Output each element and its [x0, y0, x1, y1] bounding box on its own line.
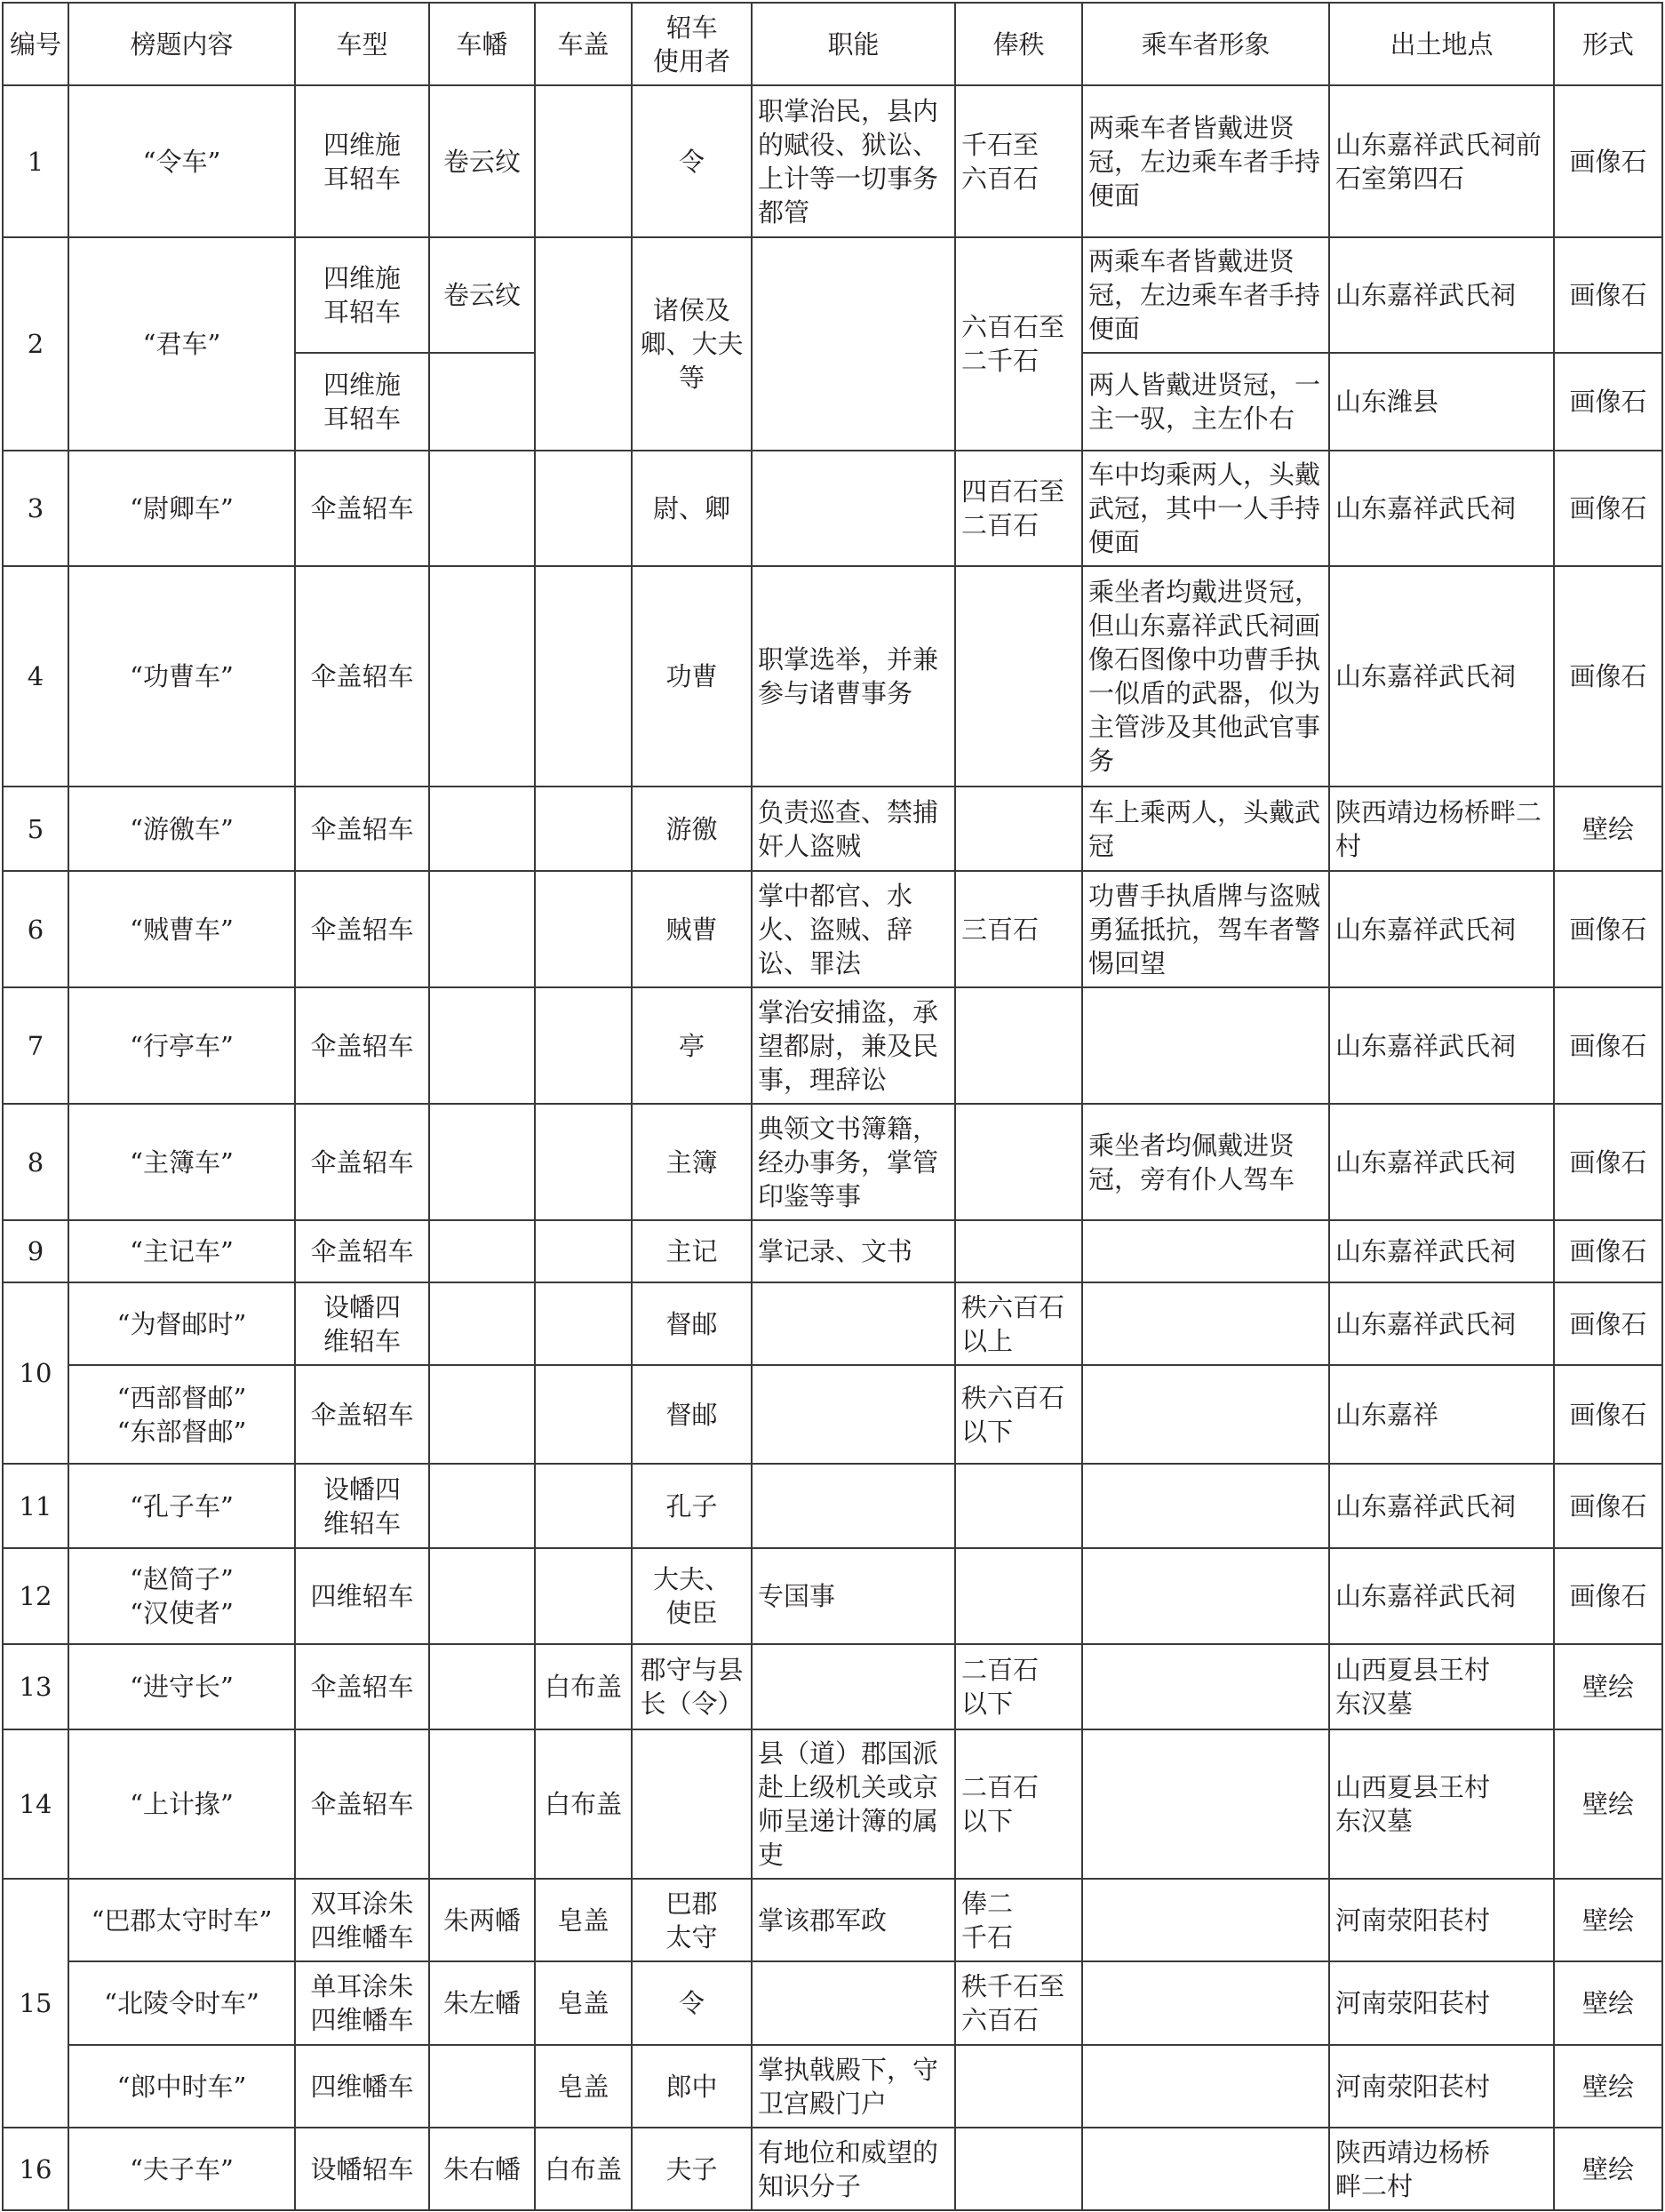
cell-salary [955, 2045, 1082, 2128]
cell-duty [752, 237, 955, 451]
cell-cover: 皂盖 [535, 1961, 632, 2045]
cell-banner [429, 871, 535, 987]
cell-no: 12 [3, 1548, 68, 1644]
cell-title: “上计掾” [68, 1729, 295, 1879]
cell-form: 画像石 [1554, 451, 1662, 566]
cell-cover [535, 871, 632, 987]
cell-duty [752, 1282, 955, 1365]
cell-type: 伞盖轺车 [295, 871, 429, 987]
cell-duty [752, 1961, 955, 2045]
cell-cover [535, 85, 632, 237]
cell-banner [429, 1104, 535, 1220]
cell-image [1082, 1548, 1329, 1644]
header-cell-duty: 职能 [752, 3, 955, 85]
table-container [2, 2, 1661, 2211]
cell-banner: 卷云纹 [429, 85, 535, 237]
cell-cover: 皂盖 [535, 1879, 632, 1961]
cell-cover [535, 1365, 632, 1464]
cell-duty: 掌记录、文书 [752, 1220, 955, 1282]
cell-image [1082, 1220, 1329, 1282]
cell-type: 伞盖轺车 [295, 787, 429, 871]
cell-no: 2 [3, 237, 68, 451]
cell-image: 两乘车者皆戴进贤冠，左边乘车者手持便面 [1082, 85, 1329, 237]
cell-site: 河南荥阳苌村 [1329, 2045, 1554, 2128]
cell-user: 夫子 [632, 2128, 752, 2210]
cell-salary [955, 2128, 1082, 2210]
cell-duty [752, 1464, 955, 1548]
cell-image: 车中均乘两人，头戴武冠，其中一人手持便面 [1082, 451, 1329, 566]
cell-form: 画像石 [1554, 1282, 1662, 1365]
cell-image [1082, 1879, 1329, 1961]
cell-form: 画像石 [1554, 1464, 1662, 1548]
cell-type: 设幡四 维轺车 [295, 1282, 429, 1365]
cell-image [1082, 2045, 1329, 2128]
cell-title: “尉卿车” [68, 451, 295, 566]
cell-type: 伞盖轺车 [295, 987, 429, 1104]
cell-user: 诸侯及卿、大夫等 [632, 237, 752, 451]
cell-type: 四维施 耳轺车 [295, 237, 429, 353]
cell-banner [429, 987, 535, 1104]
cell-cover [535, 1220, 632, 1282]
cell-banner [429, 1464, 535, 1548]
cell-type: 四维幡车 [295, 2045, 429, 2128]
cell-duty [752, 1365, 955, 1464]
cell-type: 伞盖轺车 [295, 1220, 429, 1282]
cell-site: 山东嘉祥武氏祠 [1329, 1548, 1554, 1644]
cell-title: “北陵令时车” [68, 1961, 295, 2045]
table-row [3, 1879, 1662, 1961]
cell-site: 山东嘉祥武氏祠 [1329, 1220, 1554, 1282]
cell-salary: 二百石 以下 [955, 1644, 1082, 1729]
cell-form: 画像石 [1554, 566, 1662, 787]
cell-type: 四维轺车 [295, 1548, 429, 1644]
cell-site: 河南荥阳苌村 [1329, 1879, 1554, 1961]
carriage-table [2, 2, 1663, 2211]
cell-type: 伞盖轺车 [295, 1365, 429, 1464]
cell-banner: 卷云纹 [429, 237, 535, 353]
cell-user: 主簿 [632, 1104, 752, 1220]
cell-banner: 朱右幡 [429, 2128, 535, 2210]
cell-no: 1 [3, 85, 68, 237]
cell-form: 画像石 [1554, 871, 1662, 987]
cell-image: 车上乘两人，头戴武冠 [1082, 787, 1329, 871]
cell-type: 四维施 耳轺车 [295, 353, 429, 451]
table-row [3, 787, 1662, 871]
cell-form: 壁绘 [1554, 1961, 1662, 2045]
cell-cover: 白布盖 [535, 1644, 632, 1729]
cell-banner [429, 1220, 535, 1282]
cell-site: 山东嘉祥武氏祠 [1329, 451, 1554, 566]
cell-user: 尉、卿 [632, 451, 752, 566]
cell-site: 河南荥阳苌村 [1329, 1961, 1554, 2045]
cell-duty [752, 451, 955, 566]
cell-form: 画像石 [1554, 987, 1662, 1104]
cell-salary [955, 1464, 1082, 1548]
cell-salary: 三百石 [955, 871, 1082, 987]
cell-user: 郎中 [632, 2045, 752, 2128]
header-row [3, 3, 1662, 85]
header-cell-salary: 俸秩 [955, 3, 1082, 85]
cell-user: 令 [632, 1961, 752, 2045]
cell-duty: 负责巡查、禁捕奸人盗贼 [752, 787, 955, 871]
cell-title: “主簿车” [68, 1104, 295, 1220]
cell-user: 游徼 [632, 787, 752, 871]
cell-cover [535, 1548, 632, 1644]
cell-image: 功曹手执盾牌与盗贼勇猛抵抗，驾车者警惕回望 [1082, 871, 1329, 987]
cell-image: 乘坐者均戴进贤冠，但山东嘉祥武氏祠画像石图像中功曹手执一似盾的武器，似为主管涉及其他武官事务 [1082, 566, 1329, 787]
cell-type: 伞盖轺车 [295, 1644, 429, 1729]
cell-salary: 二百石 以下 [955, 1729, 1082, 1879]
cell-banner [429, 1548, 535, 1644]
cell-type: 单耳涂朱 四维幡车 [295, 1961, 429, 2045]
header-cell-type: 车型 [295, 3, 429, 85]
cell-no: 6 [3, 871, 68, 987]
cell-salary: 六百石至 二千石 [955, 237, 1082, 451]
cell-salary: 千石至 六百石 [955, 85, 1082, 237]
cell-image [1082, 1282, 1329, 1365]
cell-user: 郡守与县长（令） [632, 1644, 752, 1729]
cell-no: 14 [3, 1729, 68, 1879]
cell-form: 画像石 [1554, 1365, 1662, 1464]
cell-title: “为督邮时” [68, 1282, 295, 1365]
cell-image [1082, 1365, 1329, 1464]
cell-title: “主记车” [68, 1220, 295, 1282]
cell-salary [955, 1104, 1082, 1220]
cell-image [1082, 2128, 1329, 2210]
cell-site: 山东潍县 [1329, 353, 1554, 451]
cell-image [1082, 1961, 1329, 2045]
cell-duty: 掌执戟殿下，守卫宫殿门户 [752, 2045, 955, 2128]
cell-no: 7 [3, 987, 68, 1104]
cell-title: “游徼车” [68, 787, 295, 871]
cell-user: 令 [632, 85, 752, 237]
cell-no: 9 [3, 1220, 68, 1282]
table-row [3, 1548, 1662, 1644]
cell-cover [535, 1464, 632, 1548]
cell-duty: 掌中都官、水火、盗贼、辞讼、罪法 [752, 871, 955, 987]
table-row [3, 1961, 1662, 2045]
cell-form: 壁绘 [1554, 787, 1662, 871]
table-row [3, 871, 1662, 987]
cell-no: 5 [3, 787, 68, 871]
cell-title: “郎中时车” [68, 2045, 295, 2128]
table-row [3, 1729, 1662, 1879]
cell-duty: 职掌治民，县内的赋役、狱讼、上计等一切事务都管 [752, 85, 955, 237]
header-cell-user: 轺车 使用者 [632, 3, 752, 85]
cell-site: 山西夏县王村 东汉墓 [1329, 1729, 1554, 1879]
cell-user [632, 1729, 752, 1879]
table-row [3, 1464, 1662, 1548]
cell-form: 画像石 [1554, 1548, 1662, 1644]
cell-form: 画像石 [1554, 237, 1662, 353]
cell-no: 8 [3, 1104, 68, 1220]
cell-site: 山东嘉祥武氏祠 [1329, 237, 1554, 353]
cell-no: 10 [3, 1282, 68, 1464]
cell-banner [429, 2045, 535, 2128]
cell-duty: 县（道）郡国派赴上级机关或京师呈递计簿的属吏 [752, 1729, 955, 1879]
header-cell-cover: 车盖 [535, 3, 632, 85]
cell-banner [429, 1282, 535, 1365]
cell-type: 设幡四 维轺车 [295, 1464, 429, 1548]
cell-duty: 掌治安捕盗，承望都尉，兼及民事，理辞讼 [752, 987, 955, 1104]
cell-title: “令车” [68, 85, 295, 237]
cell-title: “君车” [68, 237, 295, 451]
cell-site: 山东嘉祥武氏祠 [1329, 566, 1554, 787]
cell-image [1082, 1644, 1329, 1729]
cell-no: 13 [3, 1644, 68, 1729]
cell-user: 主记 [632, 1220, 752, 1282]
cell-banner [429, 1644, 535, 1729]
cell-salary: 秩六百石 以下 [955, 1365, 1082, 1464]
table-row [3, 1220, 1662, 1282]
cell-site: 陕西靖边杨桥畔二村 [1329, 787, 1554, 871]
cell-site: 山东嘉祥武氏祠 [1329, 1282, 1554, 1365]
table-row [3, 1644, 1662, 1729]
cell-banner [429, 787, 535, 871]
table-row [3, 85, 1662, 237]
table-row [3, 566, 1662, 787]
cell-form: 壁绘 [1554, 1729, 1662, 1879]
cell-duty [752, 1644, 955, 1729]
cell-type: 伞盖轺车 [295, 451, 429, 566]
cell-salary: 俸二 千石 [955, 1879, 1082, 1961]
cell-title: “孔子车” [68, 1464, 295, 1548]
cell-form: 壁绘 [1554, 2128, 1662, 2210]
cell-no: 11 [3, 1464, 68, 1548]
cell-user: 亭 [632, 987, 752, 1104]
cell-form: 壁绘 [1554, 2045, 1662, 2128]
cell-cover: 白布盖 [535, 2128, 632, 2210]
cell-user: 功曹 [632, 566, 752, 787]
cell-title: “贼曹车” [68, 871, 295, 987]
table-row [3, 2128, 1662, 2210]
cell-salary: 秩六百石 以上 [955, 1282, 1082, 1365]
table-row [3, 2045, 1662, 2128]
cell-banner [429, 566, 535, 787]
cell-type: 伞盖轺车 [295, 1729, 429, 1879]
cell-type: 四维施 耳轺车 [295, 85, 429, 237]
table-row [3, 987, 1662, 1104]
cell-title: “功曹车” [68, 566, 295, 787]
table-row [3, 1365, 1662, 1464]
cell-salary [955, 787, 1082, 871]
cell-no: 15 [3, 1879, 68, 2128]
cell-site: 山东嘉祥武氏祠 [1329, 1104, 1554, 1220]
cell-user: 孔子 [632, 1464, 752, 1548]
cell-user: 贼曹 [632, 871, 752, 987]
cell-duty: 职掌选举，并兼参与诸曹事务 [752, 566, 955, 787]
cell-cover [535, 1104, 632, 1220]
header-cell-site: 出土地点 [1329, 3, 1554, 85]
cell-banner [429, 1729, 535, 1879]
cell-site: 山东嘉祥武氏祠 [1329, 871, 1554, 987]
table-row [3, 451, 1662, 566]
cell-no: 4 [3, 566, 68, 787]
cell-salary [955, 566, 1082, 787]
cell-banner [429, 451, 535, 566]
cell-image [1082, 987, 1329, 1104]
cell-form: 壁绘 [1554, 1879, 1662, 1961]
cell-type: 设幡轺车 [295, 2128, 429, 2210]
cell-cover [535, 987, 632, 1104]
cell-title: “行亭车” [68, 987, 295, 1104]
cell-image: 乘坐者均佩戴进贤冠，旁有仆人驾车 [1082, 1104, 1329, 1220]
cell-user: 大夫、 使臣 [632, 1548, 752, 1644]
cell-site: 山西夏县王村 东汉墓 [1329, 1644, 1554, 1729]
cell-image [1082, 1464, 1329, 1548]
cell-banner [429, 1365, 535, 1464]
cell-salary: 四百石至 二百石 [955, 451, 1082, 566]
cell-cover: 白布盖 [535, 1729, 632, 1879]
cell-banner: 朱左幡 [429, 1961, 535, 2045]
cell-site: 山东嘉祥武氏祠 [1329, 987, 1554, 1104]
cell-form: 壁绘 [1554, 1644, 1662, 1729]
cell-banner [429, 353, 535, 451]
cell-type: 伞盖轺车 [295, 1104, 429, 1220]
header-cell-no: 编号 [3, 3, 68, 85]
cell-no: 16 [3, 2128, 68, 2210]
cell-user: 督邮 [632, 1282, 752, 1365]
cell-form: 画像石 [1554, 1104, 1662, 1220]
table-row [3, 1104, 1662, 1220]
cell-banner: 朱两幡 [429, 1879, 535, 1961]
cell-form: 画像石 [1554, 353, 1662, 451]
cell-salary [955, 1220, 1082, 1282]
cell-site: 陕西靖边杨桥 畔二村 [1329, 2128, 1554, 2210]
cell-type: 伞盖轺车 [295, 566, 429, 787]
cell-duty: 掌该郡军政 [752, 1879, 955, 1961]
cell-site: 山东嘉祥 [1329, 1365, 1554, 1464]
cell-image: 两乘车者皆戴进贤冠，左边乘车者手持便面 [1082, 237, 1329, 353]
cell-title: “巴郡太守时车” [68, 1879, 295, 1961]
cell-image: 两人皆戴进贤冠，一主一驭，主左仆右 [1082, 353, 1329, 451]
cell-duty: 典领文书簿籍，经办事务，掌管印鉴等事 [752, 1104, 955, 1220]
cell-title: “进守长” [68, 1644, 295, 1729]
cell-form: 画像石 [1554, 85, 1662, 237]
cell-cover: 皂盖 [535, 2045, 632, 2128]
cell-form: 画像石 [1554, 1220, 1662, 1282]
cell-site: 山东嘉祥武氏祠 [1329, 1464, 1554, 1548]
cell-user: 巴郡 太守 [632, 1879, 752, 1961]
header-cell-title: 榜题内容 [68, 3, 295, 85]
cell-image [1082, 1729, 1329, 1879]
cell-user: 督邮 [632, 1365, 752, 1464]
header-cell-banner: 车幡 [429, 3, 535, 85]
cell-salary [955, 987, 1082, 1104]
cell-cover [535, 787, 632, 871]
cell-cover [535, 1282, 632, 1365]
cell-type: 双耳涂朱 四维幡车 [295, 1879, 429, 1961]
cell-cover [535, 451, 632, 566]
cell-duty: 有地位和威望的知识分子 [752, 2128, 955, 2210]
table-row [3, 237, 1662, 353]
cell-title: “西部督邮” “东部督邮” [68, 1365, 295, 1464]
header-cell-image: 乘车者形象 [1082, 3, 1329, 85]
header-cell-form: 形式 [1554, 3, 1662, 85]
cell-salary: 秩千石至 六百石 [955, 1961, 1082, 2045]
cell-cover [535, 566, 632, 787]
cell-title: “夫子车” [68, 2128, 295, 2210]
cell-title: “赵简子” “汉使者” [68, 1548, 295, 1644]
cell-no: 3 [3, 451, 68, 566]
cell-site: 山东嘉祥武氏祠前石室第四石 [1329, 85, 1554, 237]
cell-salary [955, 1548, 1082, 1644]
table-row [3, 1282, 1662, 1365]
cell-duty: 专国事 [752, 1548, 955, 1644]
cell-cover [535, 237, 632, 451]
